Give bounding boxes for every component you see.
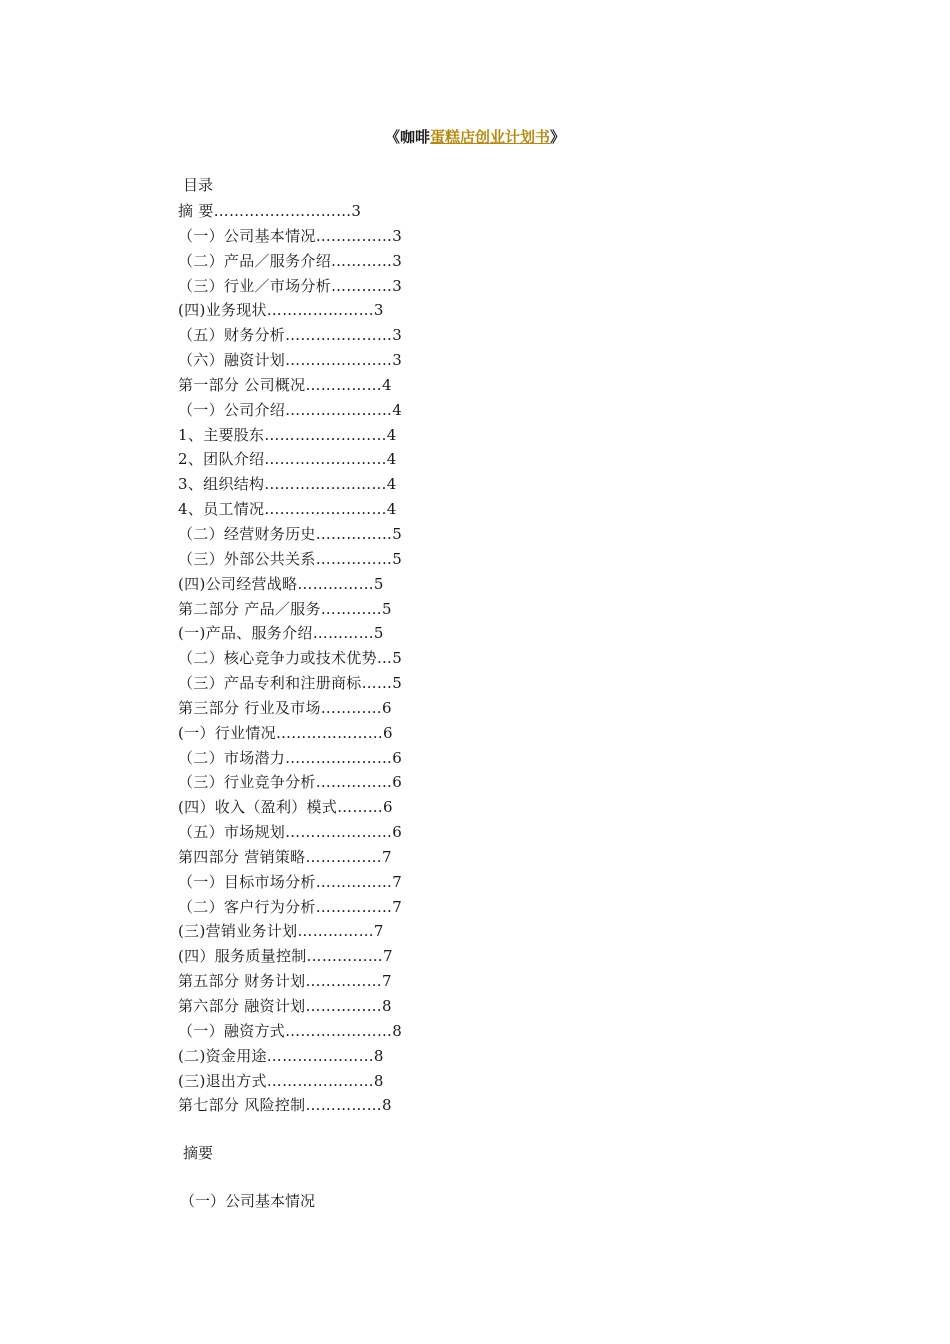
toc-entry: 第七部分 风险控制……………8 xyxy=(178,1096,392,1115)
toc-entry: 4、员工情况……………………4 xyxy=(178,500,397,519)
toc-entry: （一）公司基本情况……………3 xyxy=(178,226,403,245)
toc-entry: (四)业务现状…………………3 xyxy=(178,301,384,320)
toc-entry: （三）产品专利和注册商标……5 xyxy=(178,674,403,693)
toc-entry: （五）财务分析…………………3 xyxy=(178,326,403,345)
toc-entry: 第三部分 行业及市场…………6 xyxy=(178,698,392,717)
toc-entry: （二）客户行为分析……………7 xyxy=(178,897,403,916)
toc-entry: (三)退出方式…………………8 xyxy=(178,1071,384,1090)
toc-entry: （二）市场潜力…………………6 xyxy=(178,748,403,767)
toc-entry: (四）收入（盈利）模式………6 xyxy=(178,798,393,817)
toc-entry: 第二部分 产品／服务…………5 xyxy=(178,599,392,618)
toc-entry: （二）经营财务历史……………5 xyxy=(178,524,403,543)
title-open: 《咖啡 xyxy=(384,128,430,146)
toc-entry: （三）行业竞争分析……………6 xyxy=(178,773,403,792)
toc-entry: （六）融资计划…………………3 xyxy=(178,351,403,370)
toc-entry: 2、团队介绍……………………4 xyxy=(178,450,397,469)
section-heading-summary: 摘要 xyxy=(183,1144,214,1162)
subsection-heading-company: （一）公司基本情况 xyxy=(180,1192,316,1210)
toc-entry: （一）目标市场分析……………7 xyxy=(178,872,403,891)
toc-entry: （三）外部公共关系……………5 xyxy=(178,549,403,568)
toc-entry: （五）市场规划…………………6 xyxy=(178,823,403,842)
toc-entry: 摘 要………………………3 xyxy=(178,202,362,220)
toc-entry: （二）核心竞争力或技术优势…5 xyxy=(178,649,403,668)
toc-entry: 第一部分 公司概况……………4 xyxy=(178,375,392,394)
toc-entry: （二）产品／服务介绍…………3 xyxy=(178,251,403,270)
toc-entry: 第五部分 财务计划……………7 xyxy=(178,972,392,991)
toc-entry: 1、主要股东……………………4 xyxy=(178,425,397,444)
toc-entry: (一）行业情况…………………6 xyxy=(178,723,393,742)
toc-entry: (三)营销业务计划……………7 xyxy=(178,922,384,941)
toc-entry: (四)公司经营战略……………5 xyxy=(178,574,384,593)
toc-entry: (一)产品、服务介绍…………5 xyxy=(178,624,384,643)
toc-entry: (二)资金用途…………………8 xyxy=(178,1046,384,1065)
toc-entry: （三）行业／市场分析…………3 xyxy=(178,276,403,295)
toc-entry: 3、组织结构……………………4 xyxy=(178,475,397,494)
toc-entry: 第六部分 融资计划……………8 xyxy=(178,997,392,1015)
title-link[interactable]: 蛋糕店创业计划书 xyxy=(429,128,550,146)
toc-entry: （一）融资方式…………………8 xyxy=(178,1021,403,1040)
title-close: 》 xyxy=(550,128,566,146)
toc-entry: 第四部分 营销策略……………7 xyxy=(178,847,392,866)
document-title xyxy=(0,126,950,147)
table-of-contents xyxy=(178,199,402,1118)
toc-entry: （一）公司介绍…………………4 xyxy=(178,400,403,419)
toc-heading: 目录 xyxy=(183,176,214,194)
toc-entry: (四）服务质量控制……………7 xyxy=(178,947,393,966)
